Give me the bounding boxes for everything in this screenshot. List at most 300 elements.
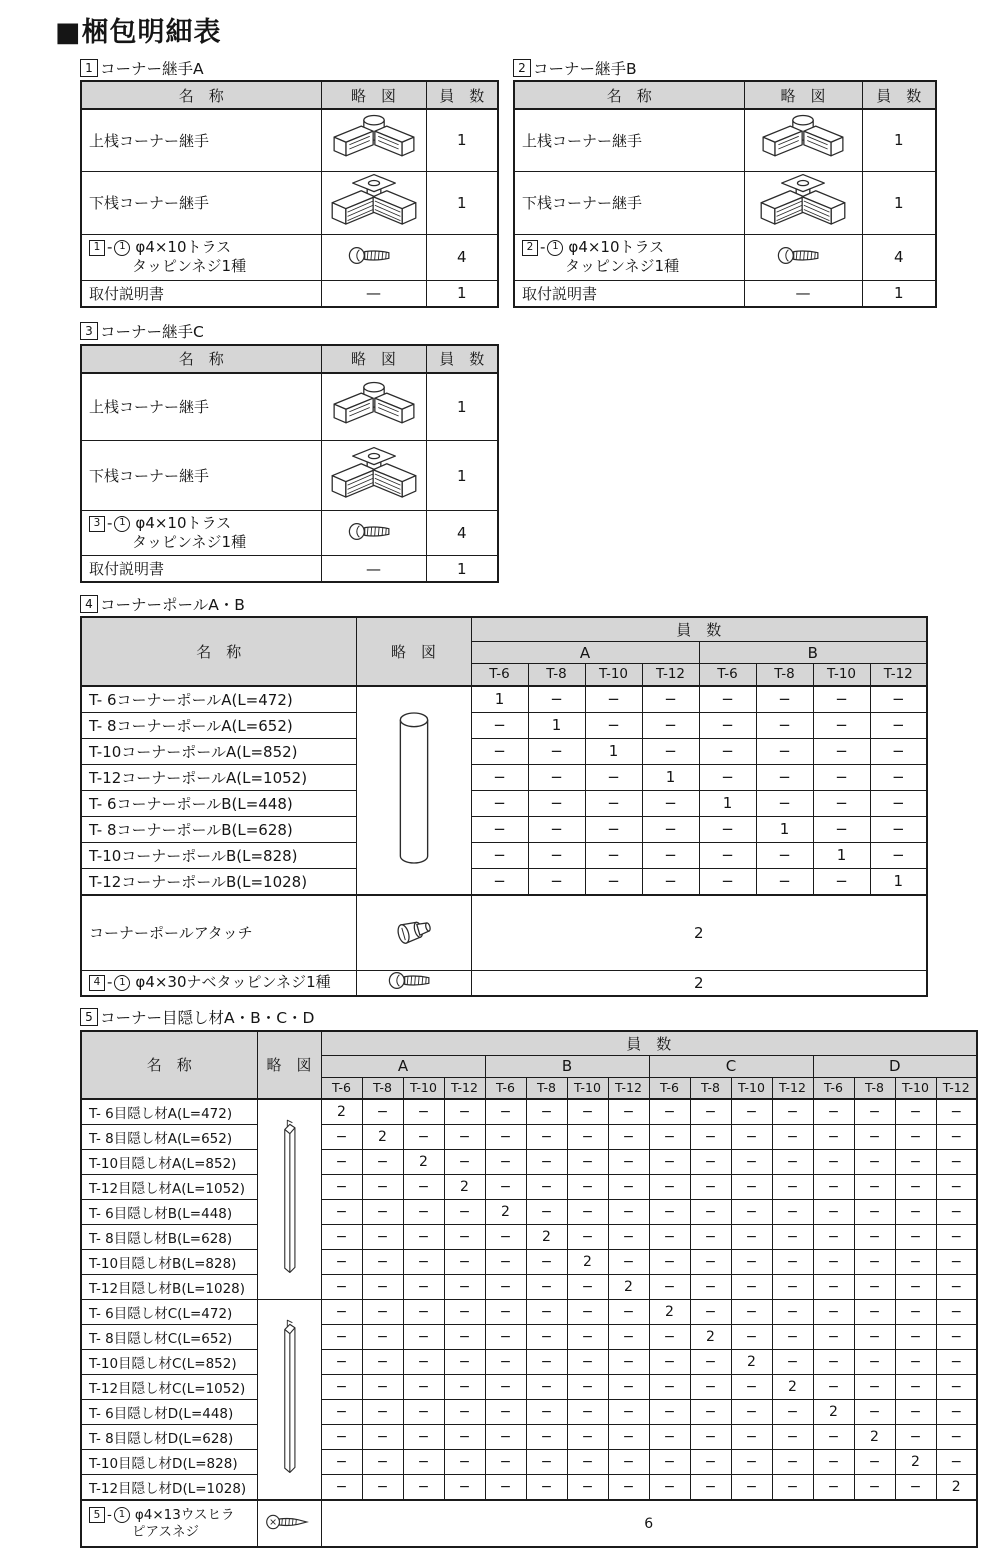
qty-value-cell: − xyxy=(854,1300,895,1325)
sketch-cell xyxy=(321,511,426,556)
qty-value-cell: − xyxy=(608,1375,649,1400)
qty-value-cell: − xyxy=(403,1200,444,1225)
qty-value-cell: − xyxy=(690,1450,731,1475)
qty-cell: 6 xyxy=(321,1500,977,1547)
sketch-cell xyxy=(321,373,426,441)
qty-value-cell: − xyxy=(699,868,756,895)
qty-value-cell: − xyxy=(649,1099,690,1125)
qty-value-cell: 1 xyxy=(813,842,870,868)
part-name-cell xyxy=(81,1500,257,1547)
qty-value-cell: − xyxy=(813,1475,854,1501)
part-name-cell: T-10コーナーポールA(L=852) xyxy=(81,738,356,764)
qty-value-cell: − xyxy=(756,790,813,816)
qty-value-cell: − xyxy=(854,1350,895,1375)
part-name-cell: T-10目隠し材D(L=828) xyxy=(81,1450,257,1475)
qty-value-cell: − xyxy=(485,1375,526,1400)
qty-value-cell: − xyxy=(813,1325,854,1350)
part-name-cell xyxy=(514,234,744,280)
qty-value-cell: − xyxy=(362,1350,403,1375)
qty-value-cell: − xyxy=(485,1150,526,1175)
size-header: T-10 xyxy=(403,1077,444,1099)
qty-value-cell: − xyxy=(608,1099,649,1125)
part-name-cell: T- 6目隠し材B(L=448) xyxy=(81,1200,257,1225)
qty-value-cell: − xyxy=(471,868,528,895)
caption-number-box: 1 xyxy=(80,59,98,77)
truss-screw-icon xyxy=(388,971,440,990)
qty-value-cell: 1 xyxy=(585,738,642,764)
part-name-cell: T-12コーナーポールA(L=1052) xyxy=(81,764,356,790)
col-header-sketch: 略 図 xyxy=(744,81,862,109)
qty-value-cell: − xyxy=(756,738,813,764)
qty-value-cell: − xyxy=(528,686,585,713)
qty-value-cell: 1 xyxy=(642,764,699,790)
qty-value-cell: − xyxy=(528,738,585,764)
qty-value-cell: − xyxy=(699,842,756,868)
qty-value-cell: − xyxy=(321,1200,362,1225)
qty-value-cell: − xyxy=(813,1425,854,1450)
part-name-line xyxy=(89,973,352,992)
qty-value-cell: − xyxy=(567,1325,608,1350)
qty-value-cell: − xyxy=(936,1450,977,1475)
part-name-text: φ4×10トラス xyxy=(135,238,231,257)
sketch-cell xyxy=(257,1099,321,1300)
col-header-sketch: 略 図 xyxy=(321,345,426,373)
qty-value-cell: − xyxy=(690,1475,731,1501)
qty-value-cell: − xyxy=(362,1450,403,1475)
ref-number-circle: 1 xyxy=(114,975,130,991)
qty-value-cell: − xyxy=(526,1250,567,1275)
qty-value-cell: − xyxy=(936,1275,977,1300)
qty-value-cell: − xyxy=(642,712,699,738)
qty-cell: 2 xyxy=(471,971,927,996)
size-header: T-6 xyxy=(485,1077,526,1099)
qty-value-cell: − xyxy=(756,712,813,738)
part-name-cell: T-12目隠し材A(L=1052) xyxy=(81,1175,257,1200)
col-header-sketch: 略 図 xyxy=(356,617,471,686)
qty-value-cell: − xyxy=(649,1250,690,1275)
qty-value-cell: − xyxy=(485,1125,526,1150)
qty-value-cell: − xyxy=(567,1175,608,1200)
qty-value-cell: − xyxy=(526,1375,567,1400)
qty-value-cell: − xyxy=(936,1300,977,1325)
qty-value-cell: − xyxy=(485,1400,526,1425)
ref-separator: - xyxy=(540,238,545,257)
qty-value-cell: − xyxy=(731,1150,772,1175)
part-name-cell: 下桟コーナー継手 xyxy=(81,171,321,234)
qty-value-cell: − xyxy=(444,1150,485,1175)
qty-value-cell: − xyxy=(444,1450,485,1475)
caption-number-box: 2 xyxy=(513,59,531,77)
size-header: T-6 xyxy=(813,1077,854,1099)
qty-group-header: A xyxy=(471,642,699,664)
part-name-cell: 取付説明書 xyxy=(81,556,321,583)
qty-value-cell: − xyxy=(936,1175,977,1200)
qty-value-cell: − xyxy=(485,1250,526,1275)
qty-value-cell: − xyxy=(608,1350,649,1375)
qty-value-cell: − xyxy=(936,1225,977,1250)
qty-value-cell: − xyxy=(362,1200,403,1225)
qty-value-cell: − xyxy=(444,1425,485,1450)
qty-value-cell: − xyxy=(321,1250,362,1275)
qty-value-cell: − xyxy=(870,790,927,816)
qty-value-cell: − xyxy=(649,1275,690,1300)
qty-value-cell: − xyxy=(321,1450,362,1475)
qty-value-cell: − xyxy=(485,1300,526,1325)
sketch-cell xyxy=(321,441,426,511)
qty-value-cell: − xyxy=(321,1175,362,1200)
part-name-cell: T- 8目隠し材C(L=652) xyxy=(81,1325,257,1350)
qty-value-cell: − xyxy=(813,1300,854,1325)
sketch-cell xyxy=(356,971,471,996)
corner-joint-a-table xyxy=(80,80,499,308)
ref-number-circle: 1 xyxy=(114,516,130,532)
col-header-qty: 員 数 xyxy=(862,81,936,109)
qty-value-cell: − xyxy=(813,686,870,713)
qty-value-cell: − xyxy=(444,1125,485,1150)
qty-value-cell: − xyxy=(403,1300,444,1325)
part-name-line xyxy=(522,238,740,257)
qty-value-cell: − xyxy=(854,1099,895,1125)
col-header-name: 名 称 xyxy=(81,1031,257,1100)
part-name-cell xyxy=(81,234,321,280)
qty-value-cell: − xyxy=(608,1400,649,1425)
qty-value-cell: − xyxy=(526,1150,567,1175)
qty-value-cell: − xyxy=(699,816,756,842)
qty-value-cell: − xyxy=(649,1375,690,1400)
qty-value-cell: − xyxy=(321,1275,362,1300)
part-name-cell: T-10目隠し材C(L=852) xyxy=(81,1350,257,1375)
qty-value-cell: − xyxy=(526,1200,567,1225)
ref-number-circle: 1 xyxy=(114,240,130,256)
caption-text: コーナー継手B xyxy=(533,57,637,79)
qty-value-cell: 1 xyxy=(870,868,927,895)
qty-value-cell: − xyxy=(813,712,870,738)
qty-value-cell: − xyxy=(362,1400,403,1425)
qty-value-cell: − xyxy=(756,842,813,868)
qty-value-cell: − xyxy=(362,1250,403,1275)
qty-value-cell: − xyxy=(731,1099,772,1125)
qty-value-cell: − xyxy=(362,1475,403,1501)
qty-value-cell: − xyxy=(854,1450,895,1475)
part-name-cell: 下桟コーナー継手 xyxy=(514,171,744,234)
qty-value-cell: − xyxy=(403,1400,444,1425)
qty-value-cell: − xyxy=(772,1325,813,1350)
sketch-cell: — xyxy=(744,280,862,307)
corner-pole-section xyxy=(80,593,1000,997)
corner-joint-lower-icon xyxy=(327,445,421,503)
qty-value-cell: − xyxy=(608,1250,649,1275)
qty-value-cell: − xyxy=(403,1350,444,1375)
part-name-cell: 上桟コーナー継手 xyxy=(81,373,321,441)
qty-cell: 1 xyxy=(862,280,936,307)
part-name-cell: 取付説明書 xyxy=(514,280,744,307)
part-name-cell: コーナーポールアタッチ xyxy=(81,895,356,971)
part-name-cell: T- 8コーナーポールA(L=652) xyxy=(81,712,356,738)
corner-joint-b-table xyxy=(513,80,937,308)
qty-value-cell: − xyxy=(690,1225,731,1250)
qty-value-cell: − xyxy=(854,1400,895,1425)
qty-cell: 4 xyxy=(426,511,498,556)
part-name-text-line2: タッピンネジ1種 xyxy=(89,533,317,552)
qty-value-cell: − xyxy=(854,1375,895,1400)
qty-value-cell: − xyxy=(567,1475,608,1501)
caption-number-box: 5 xyxy=(80,1008,98,1026)
qty-group-header: D xyxy=(813,1055,977,1077)
size-header: T-6 xyxy=(699,664,756,686)
qty-value-cell: − xyxy=(608,1225,649,1250)
qty-value-cell: − xyxy=(813,1450,854,1475)
qty-value-cell: − xyxy=(731,1225,772,1250)
size-header: T-8 xyxy=(528,664,585,686)
qty-value-cell: − xyxy=(362,1275,403,1300)
part-name-cell: T- 8コーナーポールB(L=628) xyxy=(81,816,356,842)
qty-value-cell: − xyxy=(526,1325,567,1350)
qty-value-cell: − xyxy=(567,1350,608,1375)
qty-group-header: B xyxy=(699,642,927,664)
qty-value-cell: − xyxy=(362,1099,403,1125)
qty-cell: 1 xyxy=(426,109,498,171)
qty-value-cell: − xyxy=(321,1400,362,1425)
qty-value-cell: − xyxy=(485,1450,526,1475)
qty-value-cell: − xyxy=(870,686,927,713)
qty-value-cell: − xyxy=(321,1300,362,1325)
qty-value-cell: − xyxy=(690,1250,731,1275)
qty-value-cell: − xyxy=(403,1175,444,1200)
qty-value-cell: − xyxy=(649,1225,690,1250)
qty-value-cell: − xyxy=(854,1125,895,1150)
qty-value-cell: 2 xyxy=(403,1150,444,1175)
qty-value-cell: − xyxy=(567,1375,608,1400)
qty-value-cell: − xyxy=(585,816,642,842)
size-header: T-8 xyxy=(854,1077,895,1099)
qty-value-cell: − xyxy=(485,1350,526,1375)
qty-value-cell: − xyxy=(403,1325,444,1350)
part-name-text-line2: ピアスネジ xyxy=(89,1524,253,1541)
qty-value-cell: − xyxy=(403,1250,444,1275)
qty-group-header: C xyxy=(649,1055,813,1077)
qty-value-cell: − xyxy=(608,1325,649,1350)
qty-value-cell: − xyxy=(772,1350,813,1375)
qty-value-cell: − xyxy=(585,790,642,816)
qty-value-cell: − xyxy=(895,1200,936,1225)
qty-value-cell: − xyxy=(895,1150,936,1175)
qty-value-cell: − xyxy=(567,1300,608,1325)
qty-value-cell: − xyxy=(690,1350,731,1375)
qty-value-cell: − xyxy=(854,1475,895,1501)
qty-value-cell: − xyxy=(936,1250,977,1275)
qty-value-cell: − xyxy=(690,1175,731,1200)
part-name-cell: T- 8目隠し材A(L=652) xyxy=(81,1125,257,1150)
part-name-cell: T- 6目隠し材C(L=472) xyxy=(81,1300,257,1325)
ref-number-box: 5 xyxy=(89,1507,105,1523)
col-header-name: 名 称 xyxy=(81,617,356,686)
qty-value-cell: − xyxy=(444,1350,485,1375)
qty-value-cell: − xyxy=(608,1200,649,1225)
qty-value-cell: − xyxy=(403,1475,444,1501)
qty-value-cell: − xyxy=(731,1325,772,1350)
qty-value-cell: − xyxy=(526,1125,567,1150)
qty-value-cell: − xyxy=(444,1300,485,1325)
size-header: T-6 xyxy=(649,1077,690,1099)
qty-value-cell: − xyxy=(403,1450,444,1475)
qty-value-cell: − xyxy=(485,1475,526,1501)
qty-value-cell: − xyxy=(731,1400,772,1425)
qty-value-cell: − xyxy=(608,1150,649,1175)
part-name-cell: T-12目隠し材D(L=1028) xyxy=(81,1475,257,1501)
caption-number-box: 3 xyxy=(80,322,98,340)
size-header: T-10 xyxy=(895,1077,936,1099)
qty-value-cell: − xyxy=(585,686,642,713)
qty-value-cell: 2 xyxy=(362,1125,403,1150)
qty-value-cell: − xyxy=(321,1350,362,1375)
corner-joint-upper-icon xyxy=(327,377,421,433)
qty-value-cell: − xyxy=(471,764,528,790)
qty-value-cell: − xyxy=(321,1150,362,1175)
ref-separator: - xyxy=(107,973,112,992)
part-name-text: φ4×10トラス xyxy=(135,514,231,533)
qty-value-cell: − xyxy=(444,1400,485,1425)
qty-value-cell: − xyxy=(649,1450,690,1475)
col-header-qty: 員 数 xyxy=(321,1031,977,1056)
qty-value-cell: − xyxy=(895,1400,936,1425)
qty-value-cell: − xyxy=(321,1125,362,1150)
size-header: T-8 xyxy=(690,1077,731,1099)
qty-value-cell: − xyxy=(526,1350,567,1375)
qty-value-cell: − xyxy=(528,842,585,868)
qty-value-cell: − xyxy=(690,1375,731,1400)
qty-value-cell: − xyxy=(772,1450,813,1475)
qty-value-cell: − xyxy=(854,1325,895,1350)
part-name-cell: 上桟コーナー継手 xyxy=(81,109,321,171)
qty-value-cell: − xyxy=(649,1425,690,1450)
qty-value-cell: − xyxy=(649,1475,690,1501)
size-header: T-12 xyxy=(772,1077,813,1099)
qty-value-cell: − xyxy=(813,1275,854,1300)
size-header: T-8 xyxy=(526,1077,567,1099)
qty-value-cell: − xyxy=(444,1375,485,1400)
angle-bar-icon xyxy=(278,1105,300,1291)
corner-joint-lower-icon xyxy=(327,172,421,230)
part-name-cell xyxy=(81,511,321,556)
qty-value-cell: − xyxy=(772,1125,813,1150)
qty-value-cell: − xyxy=(690,1150,731,1175)
size-header: T-12 xyxy=(608,1077,649,1099)
caption-number-box: 4 xyxy=(80,595,98,613)
table-caption xyxy=(80,593,1000,614)
qty-value-cell: − xyxy=(936,1150,977,1175)
ref-number-box: 2 xyxy=(522,240,538,256)
qty-value-cell: − xyxy=(690,1300,731,1325)
packing-list-page xyxy=(0,10,1000,1482)
qty-value-cell: − xyxy=(772,1225,813,1250)
qty-value-cell: − xyxy=(813,790,870,816)
qty-value-cell: − xyxy=(854,1175,895,1200)
sketch-cell: — xyxy=(321,280,426,307)
qty-value-cell: − xyxy=(813,1250,854,1275)
qty-cell: 1 xyxy=(426,280,498,307)
qty-value-cell: − xyxy=(854,1225,895,1250)
pole-attach-icon xyxy=(391,912,437,950)
ref-separator: - xyxy=(107,1507,112,1524)
part-name-cell: T-12コーナーポールB(L=1028) xyxy=(81,868,356,895)
qty-value-cell: − xyxy=(731,1275,772,1300)
qty-value-cell: − xyxy=(567,1425,608,1450)
qty-value-cell: − xyxy=(471,712,528,738)
page-title: ■梱包明細表 xyxy=(55,10,1000,49)
qty-value-cell: − xyxy=(321,1325,362,1350)
part-name-cell xyxy=(81,971,356,996)
qty-value-cell: − xyxy=(642,790,699,816)
qty-value-cell: − xyxy=(854,1275,895,1300)
truss-screw-icon xyxy=(777,246,829,265)
qty-value-cell: − xyxy=(649,1350,690,1375)
qty-value-cell: − xyxy=(690,1425,731,1450)
qty-value-cell: 1 xyxy=(699,790,756,816)
ref-separator: - xyxy=(107,514,112,533)
qty-value-cell: − xyxy=(772,1099,813,1125)
qty-value-cell: − xyxy=(649,1325,690,1350)
qty-value-cell: − xyxy=(608,1125,649,1150)
qty-value-cell: − xyxy=(362,1425,403,1450)
top-row xyxy=(80,57,1000,308)
qty-value-cell: 2 xyxy=(444,1175,485,1200)
qty-value-cell: − xyxy=(936,1425,977,1450)
qty-cell: 1 xyxy=(426,373,498,441)
qty-value-cell: 2 xyxy=(854,1425,895,1450)
qty-value-cell: − xyxy=(813,1200,854,1225)
part-name-cell: T- 8目隠し材B(L=628) xyxy=(81,1225,257,1250)
qty-value-cell: − xyxy=(526,1300,567,1325)
qty-value-cell: − xyxy=(608,1450,649,1475)
table-caption xyxy=(80,57,499,78)
caption-text: コーナー継手A xyxy=(100,57,204,79)
size-header: T-12 xyxy=(444,1077,485,1099)
qty-value-cell: − xyxy=(772,1175,813,1200)
qty-value-cell: − xyxy=(642,738,699,764)
part-name-cell: T-10目隠し材A(L=852) xyxy=(81,1150,257,1175)
qty-value-cell: − xyxy=(567,1275,608,1300)
qty-cell: 1 xyxy=(426,556,498,583)
qty-value-cell: − xyxy=(585,712,642,738)
qty-cell: 2 xyxy=(471,895,927,971)
corner-screen-table xyxy=(80,1030,978,1548)
qty-value-cell: − xyxy=(485,1275,526,1300)
qty-group-header: A xyxy=(321,1055,485,1077)
qty-value-cell: − xyxy=(813,868,870,895)
truss-screw-icon xyxy=(348,522,400,541)
sketch-cell xyxy=(321,171,426,234)
qty-value-cell: − xyxy=(608,1175,649,1200)
qty-value-cell: 1 xyxy=(528,712,585,738)
qty-value-cell: − xyxy=(731,1300,772,1325)
qty-value-cell: − xyxy=(585,842,642,868)
qty-value-cell: − xyxy=(444,1099,485,1125)
qty-value-cell: − xyxy=(756,686,813,713)
size-header: T-12 xyxy=(936,1077,977,1099)
corner-pole-icon xyxy=(394,704,434,872)
qty-value-cell: − xyxy=(485,1325,526,1350)
sketch-cell xyxy=(356,895,471,971)
qty-value-cell: − xyxy=(870,712,927,738)
qty-value-cell: − xyxy=(699,738,756,764)
caption-text: コーナーポールA・B xyxy=(100,593,245,615)
qty-value-cell: − xyxy=(813,1375,854,1400)
qty-cell: 1 xyxy=(862,109,936,171)
sketch-cell xyxy=(321,109,426,171)
qty-value-cell: − xyxy=(690,1099,731,1125)
qty-value-cell: − xyxy=(567,1125,608,1150)
qty-value-cell: − xyxy=(813,1125,854,1150)
